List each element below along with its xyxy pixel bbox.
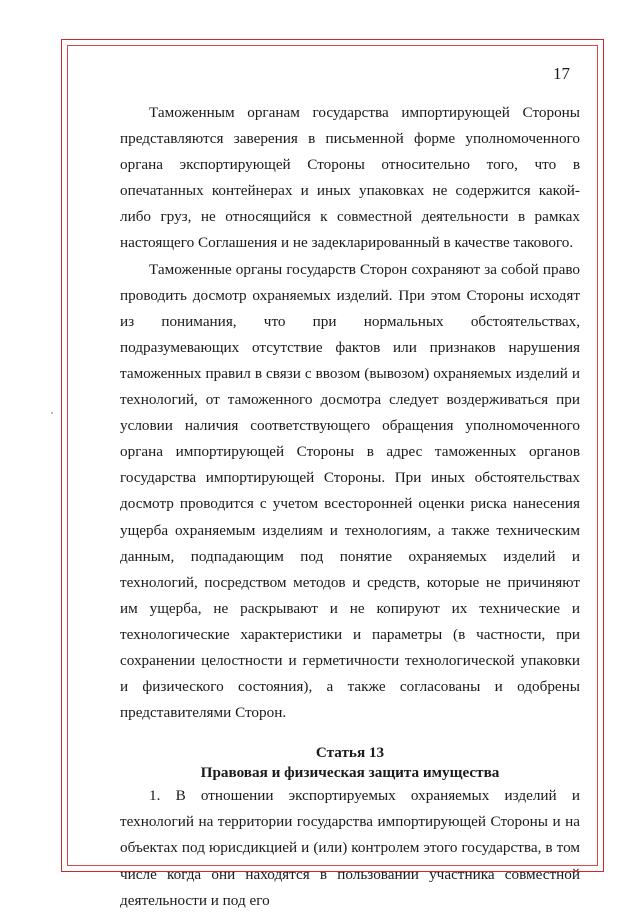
paragraph-customs-assurances: Таможенным органам государства импортирующей Стороны представляются заверения в письменной форме уполномоченного органа экспортирующей Стороны относительно того, что в опечатанных контейнерах и иных упаковках не содержится какой-либо груз, не относящийся к совместной деятельности в рамках настоящего Соглашения и не задекларированный в качестве такового. <box>120 104 580 252</box>
page-number: 17 <box>553 64 570 83</box>
article-paragraph-1: 1. В отношении экспортируемых охраняемых изделий и технологий на территории государства импортирующей Стороны и на объектах под юрисдикцией и (или) контролем этого государства, в том числе когда они находятся в пользовании участника совместной деятельности и под его <box>120 787 580 909</box>
document-body <box>120 100 580 914</box>
scan-speck <box>51 412 53 414</box>
article-title: Правовая и физическая защита имущества <box>200 764 500 782</box>
paragraph-customs-inspection: Таможенные органы государств Сторон сохраняют за собой право проводить досмотр охраняемых изделий. При этом Стороны исходят из понимания, что при нормальных обстоятельствах, подразумевающих отсутствие фактов или признаков нарушения таможенных правил в связи с ввозом (вывозом) охраняемых изделий и технологий, от таможенного досмотра следует воздерживаться при условии наличия соответствующего обращения уполномоченного органа импортирующей Стороны в адрес таможенных органов государства импортирующей Стороны. При иных обстоятельствах досмотр проводится с учетом всесторонней оценки риска нанесения ущерба охраняемым изделиям и технологиям, а также техническим данным, подпадающим под понятие охраняемых изделий и технологий, посредством методов и средств, которые не причиняют им ущерба, не раскрывают и не копируют их технические и технологические характеристики и параметры (в частности, при сохранении целостности и герметичности технологической упаковки и физического состояния), а также согласованы и одобрены представителями Сторон. <box>120 260 580 722</box>
article-number: Статья 13 <box>315 744 385 762</box>
article-heading <box>120 743 580 783</box>
